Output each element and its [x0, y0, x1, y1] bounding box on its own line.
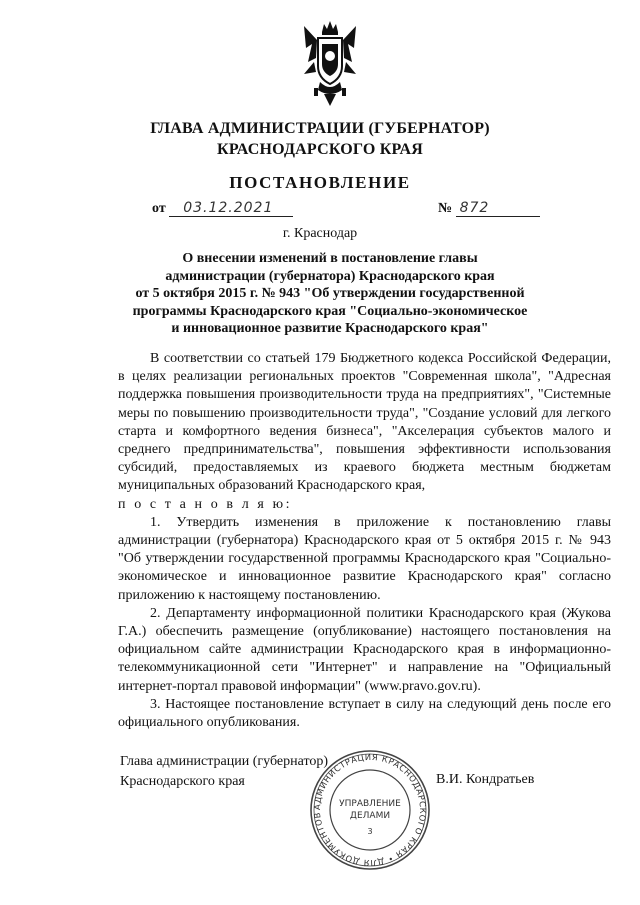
title-line: администрации (губернатора) Краснодарского края [165, 268, 495, 284]
org-name-line2: КРАСНОДАРСКОГО КРАЯ [217, 141, 423, 158]
number-field [438, 200, 540, 217]
city: г. Краснодар [282, 226, 358, 241]
position-line2: Краснодарского края [120, 774, 245, 789]
official-stamp [308, 748, 432, 872]
title-line: О внесении изменений в постановление главы [182, 251, 478, 266]
title-line: и инновационное развитие Краснодарского края" [171, 321, 489, 337]
preamble-paragraph: В соответствии со статьей 179 Бюджетного кодекса Российской Федерации, в целях реализации региональных проектов "Современная школа", "Адресная поддержка повышения производительности труда на предприятиях", "Системные меры по повышению производительности труда", "Создание условий для легкого старта и комфортного ведения бизнеса", "Акселерация субъектов малого и среднего предпринимательства", повышения эффективности использования субсидий, предоставляемых из краевого бюджета местным бюджетам муниципальных образований Краснодарского края, [118, 351, 611, 494]
svg-text:АДМИНИСТРАЦИЯ КРАСНОДАРСКОГО К [312, 752, 428, 868]
document-title [120, 250, 540, 338]
signatory-position [120, 752, 328, 792]
clause-1: 1. Утвердить изменения в приложение к постановлению главы администрации (губернатора) Краснодарского края от 5 октября 2015 г. № 943 "Об утверждении государственной программы Краснодарского края "Социально-экономическое и инновационное развитие Краснодарского края" согласно приложению к настоящему постановлению. [118, 514, 611, 603]
date-value: 03.12.2021 [169, 200, 293, 217]
stamp-ring-text: АДМИНИСТРАЦИЯ КРАСНОДАРСКОГО КРАЯ • ДЛЯ ДОКУМЕНТОВ [311, 751, 429, 869]
position-line1: Глава администрации (губернатор) [120, 754, 329, 769]
org-name-line1: ГЛАВА АДМИНИСТРАЦИИ (ГУБЕРНАТОР) [150, 120, 490, 137]
title-line: от 5 октября 2015 г. № 943 "Об утверждении государственной [135, 286, 525, 302]
signatory-name: В.И. Кондратьев [436, 772, 535, 787]
number-prefix: № [438, 201, 453, 216]
stamp-center-line2: ДЕЛАМИ [349, 811, 391, 821]
document-body [118, 350, 611, 732]
date-prefix: от [152, 201, 166, 216]
document-type: ПОСТАНОВЛЕНИЕ [229, 173, 411, 192]
title-line: программы Краснодарского края "Социально-экономическое [132, 303, 528, 319]
number-value: 872 [456, 200, 540, 217]
resolve-word: п о с т а н о в л я ю: [118, 496, 293, 512]
coat-of-arms-icon [300, 18, 360, 110]
clause-3: 3. Настоящее постановление вступает в силу на следующий день после его официального опубликования. [118, 696, 611, 731]
clause-2: 2. Департаменту информационной политики Краснодарского края (Жукова Г.А.) обеспечить размещение (опубликование) настоящего постановления на официальном сайте администрации Краснодарского края в информационно-телекоммуникационной сети "Интернет" и направление на "Официальный интернет-портал правовой информации" (www.pravo.gov.ru). [118, 605, 611, 694]
stamp-number: 3 [367, 827, 373, 836]
stamp-center-line1: УПРАВЛЕНИЕ [339, 799, 401, 809]
date-field [152, 200, 293, 217]
